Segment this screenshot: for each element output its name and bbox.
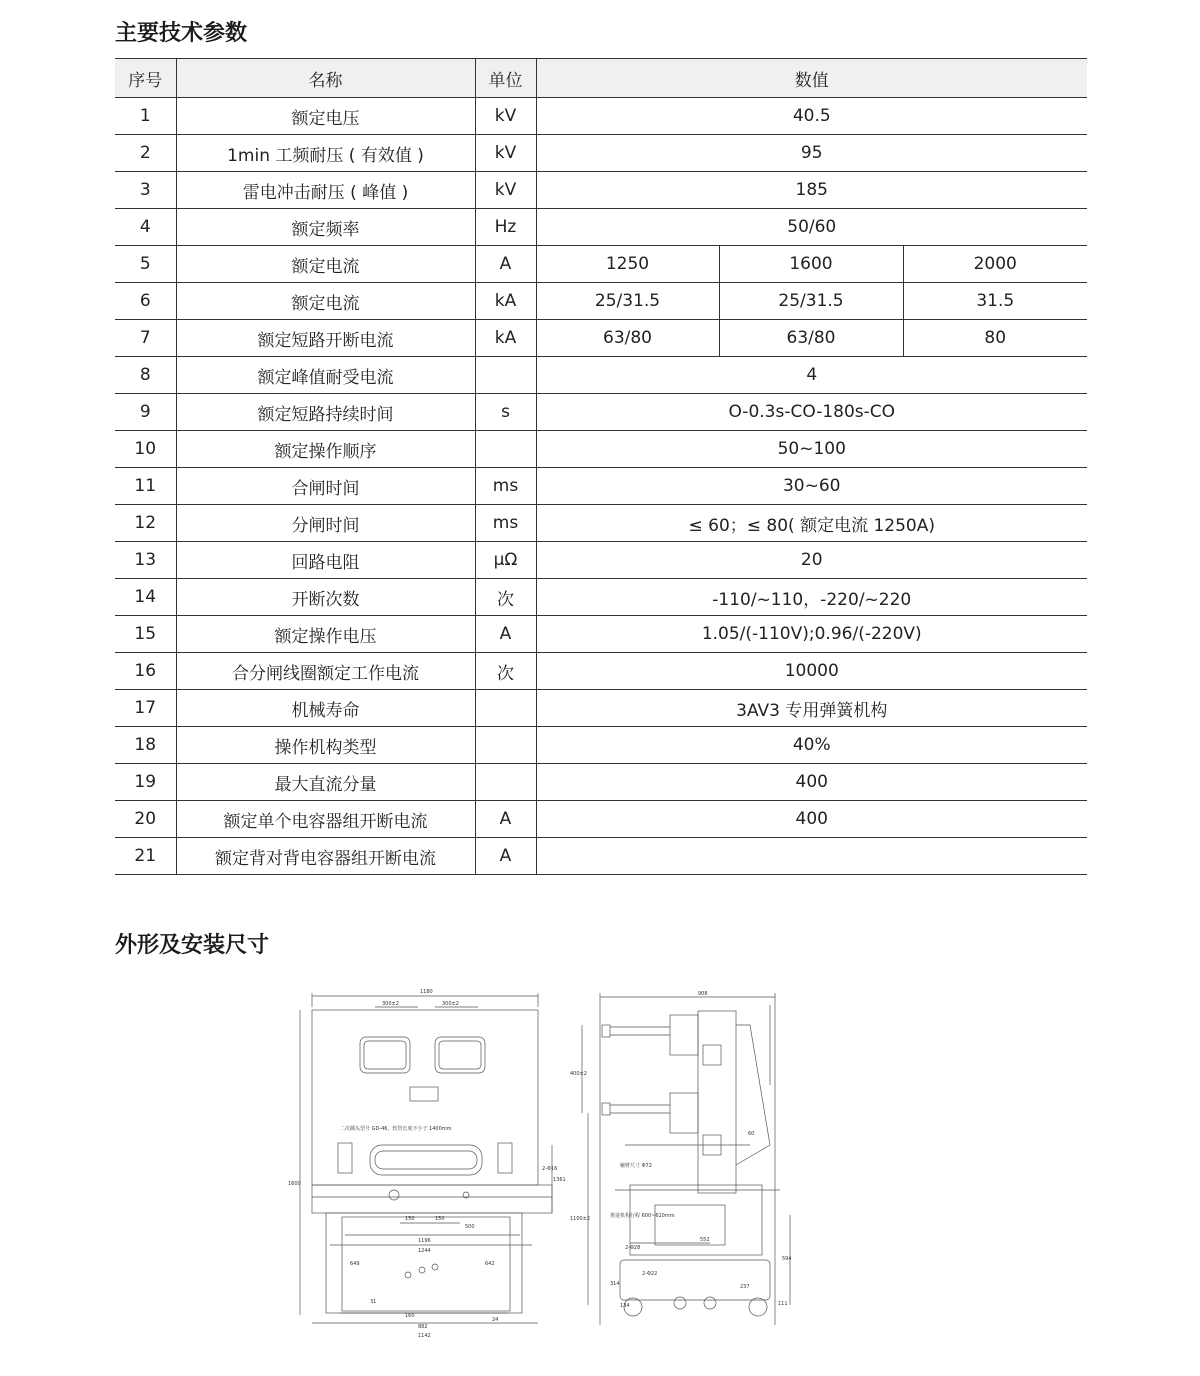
row-name: 额定频率 (176, 209, 475, 246)
row-unit (475, 727, 536, 764)
row-unit (475, 431, 536, 468)
dim-160: 160 (405, 1313, 415, 1319)
table-row (115, 505, 1087, 542)
row-name: 雷电冲击耐压 ( 峰值 ) (176, 172, 475, 209)
dimension-drawing (270, 985, 810, 1345)
table-header-row (115, 59, 1087, 98)
dim-front-width: 1180 (420, 989, 433, 995)
row-no: 2 (115, 135, 176, 172)
row-no: 11 (115, 468, 176, 505)
row-value: 1250 (536, 246, 719, 283)
row-name: 额定操作顺序 (176, 431, 475, 468)
header-unit: 单位 (475, 59, 536, 98)
dim-side-height: 1100±2 (570, 1216, 591, 1222)
row-name: 额定电流 (176, 246, 475, 283)
row-name: 合闸时间 (176, 468, 475, 505)
row-value: 40.5 (536, 98, 1087, 135)
side-note-arm: 触臂尺寸 Φ72 (620, 1163, 652, 1169)
dim-side-depth: 908 (698, 991, 708, 997)
row-unit: ms (475, 505, 536, 542)
row-unit (475, 690, 536, 727)
row-name: 额定单个电容器组开断电流 (176, 801, 475, 838)
row-unit: kV (475, 172, 536, 209)
row-unit: kA (475, 283, 536, 320)
dim-1244: 1244 (418, 1248, 431, 1254)
table-row (115, 357, 1087, 394)
row-name: 额定操作电压 (176, 616, 475, 653)
row-no: 19 (115, 764, 176, 801)
row-value: 1600 (719, 246, 903, 283)
dim-237: 237 (740, 1284, 750, 1290)
row-value: 40% (536, 727, 1087, 764)
row-name: 合分闸线圈额定工作电流 (176, 653, 475, 690)
row-no: 6 (115, 283, 176, 320)
row-value: 400 (536, 764, 1087, 801)
row-unit: A (475, 246, 536, 283)
dim-60: 60 (748, 1131, 755, 1137)
row-value: 50/60 (536, 209, 1087, 246)
row-value: O-0.3s-CO-180s-CO (536, 394, 1087, 431)
table-row (115, 98, 1087, 135)
dim-1361: 1361 (553, 1177, 566, 1183)
dim-2phi22: 2-Φ22 (642, 1271, 658, 1277)
row-no: 8 (115, 357, 176, 394)
row-no: 16 (115, 653, 176, 690)
row-no: 10 (115, 431, 176, 468)
dim-height-total: 1600 (288, 1181, 301, 1187)
row-no: 5 (115, 246, 176, 283)
table-row (115, 431, 1087, 468)
table-row (115, 616, 1087, 653)
row-no: 20 (115, 801, 176, 838)
table-row (115, 246, 1087, 283)
row-name: 额定短路持续时间 (176, 394, 475, 431)
table-row (115, 283, 1087, 320)
section-title-parameters: 主要技术参数 (115, 21, 248, 46)
row-value: 63/80 (536, 320, 719, 357)
table-row (115, 838, 1087, 875)
row-name: 机械寿命 (176, 690, 475, 727)
row-name: 额定电流 (176, 283, 475, 320)
dim-882: 882 (418, 1324, 428, 1330)
dim-2phi16: 2-Φ16 (542, 1166, 558, 1172)
row-value: 50~100 (536, 431, 1087, 468)
dim-150-a: 150 (405, 1216, 415, 1222)
row-value: 400 (536, 801, 1087, 838)
dim-pitch-right: 300±2 (442, 1001, 459, 1007)
section-title-dimensions: 外形及安装尺寸 (115, 933, 270, 958)
row-value: 30~60 (536, 468, 1087, 505)
dim-594: 594 (782, 1256, 792, 1262)
table-row (115, 209, 1087, 246)
row-name: 额定背对背电容器组开断电流 (176, 838, 475, 875)
row-unit: A (475, 801, 536, 838)
table-row (115, 801, 1087, 838)
row-unit: kV (475, 135, 536, 172)
row-name: 回路电阻 (176, 542, 475, 579)
row-name: 额定峰值耐受电流 (176, 357, 475, 394)
table-row (115, 727, 1087, 764)
row-name: 1min 工频耐压 ( 有效值 ) (176, 135, 475, 172)
row-value (536, 838, 1087, 875)
row-value: 4 (536, 357, 1087, 394)
drawing-note: 二次插头型号 GD-46，软管长度不小于 1400mm (340, 1126, 452, 1132)
row-no: 21 (115, 838, 176, 875)
row-unit: kA (475, 320, 536, 357)
header-no: 序号 (115, 59, 176, 98)
row-unit: ms (475, 468, 536, 505)
table-row (115, 320, 1087, 357)
row-no: 9 (115, 394, 176, 431)
dim-134: 134 (620, 1303, 630, 1309)
row-value: 63/80 (719, 320, 903, 357)
dim-111: 111 (778, 1301, 788, 1307)
row-no: 1 (115, 98, 176, 135)
row-value: 185 (536, 172, 1087, 209)
row-value: 10000 (536, 653, 1087, 690)
row-name: 额定短路开断电流 (176, 320, 475, 357)
dim-314: 314 (610, 1281, 620, 1287)
parameters-table (115, 58, 1087, 875)
row-no: 13 (115, 542, 176, 579)
row-no: 12 (115, 505, 176, 542)
row-name: 分闸时间 (176, 505, 475, 542)
table-row (115, 542, 1087, 579)
row-value: 25/31.5 (719, 283, 903, 320)
row-unit: Hz (475, 209, 536, 246)
dimension-drawing-svg (270, 985, 810, 1345)
row-unit (475, 764, 536, 801)
row-unit: s (475, 394, 536, 431)
dim-150-b: 150 (435, 1216, 445, 1222)
row-value: ≤ 60；≤ 80( 额定电流 1250A) (536, 505, 1087, 542)
row-unit: kV (475, 98, 536, 135)
row-value: 25/31.5 (536, 283, 719, 320)
row-no: 14 (115, 579, 176, 616)
table-row (115, 764, 1087, 801)
side-note-stroke: 推进机构行程 600~610mm (610, 1213, 675, 1219)
dim-500: 500 (465, 1224, 475, 1230)
row-unit: μΩ (475, 542, 536, 579)
row-value: 80 (903, 320, 1087, 357)
row-unit (475, 357, 536, 394)
row-unit: 次 (475, 653, 536, 690)
dim-1196: 1196 (418, 1238, 431, 1244)
row-no: 15 (115, 616, 176, 653)
row-value: 95 (536, 135, 1087, 172)
dim-31: 31 (370, 1299, 377, 1305)
row-value: -110/~110，-220/~220 (536, 579, 1087, 616)
row-unit: A (475, 616, 536, 653)
table-row (115, 135, 1087, 172)
dim-649: 649 (350, 1261, 360, 1267)
table-row (115, 653, 1087, 690)
row-no: 3 (115, 172, 176, 209)
dim-642: 642 (485, 1261, 495, 1267)
header-value: 数值 (536, 59, 1087, 98)
dim-pitch-left: 300±2 (382, 1001, 399, 1007)
dim-side-pitch: 400±2 (570, 1071, 587, 1077)
row-value: 31.5 (903, 283, 1087, 320)
table-row (115, 394, 1087, 431)
table-row (115, 690, 1087, 727)
row-unit: A (475, 838, 536, 875)
dim-24: 24 (492, 1317, 499, 1323)
row-no: 17 (115, 690, 176, 727)
header-name: 名称 (176, 59, 475, 98)
dim-552: 552 (700, 1237, 710, 1243)
dim-1142: 1142 (418, 1333, 431, 1339)
row-no: 18 (115, 727, 176, 764)
row-name: 最大直流分量 (176, 764, 475, 801)
dim-2phi28: 2-Φ28 (625, 1245, 641, 1251)
table-row (115, 579, 1087, 616)
table-row (115, 172, 1087, 209)
row-value: 20 (536, 542, 1087, 579)
row-unit: 次 (475, 579, 536, 616)
row-no: 4 (115, 209, 176, 246)
row-value: 3AV3 专用弹簧机构 (536, 690, 1087, 727)
row-no: 7 (115, 320, 176, 357)
row-value: 1.05/(-110V);0.96/(-220V) (536, 616, 1087, 653)
row-name: 额定电压 (176, 98, 475, 135)
table-row (115, 468, 1087, 505)
row-value: 2000 (903, 246, 1087, 283)
row-name: 操作机构类型 (176, 727, 475, 764)
row-name: 开断次数 (176, 579, 475, 616)
